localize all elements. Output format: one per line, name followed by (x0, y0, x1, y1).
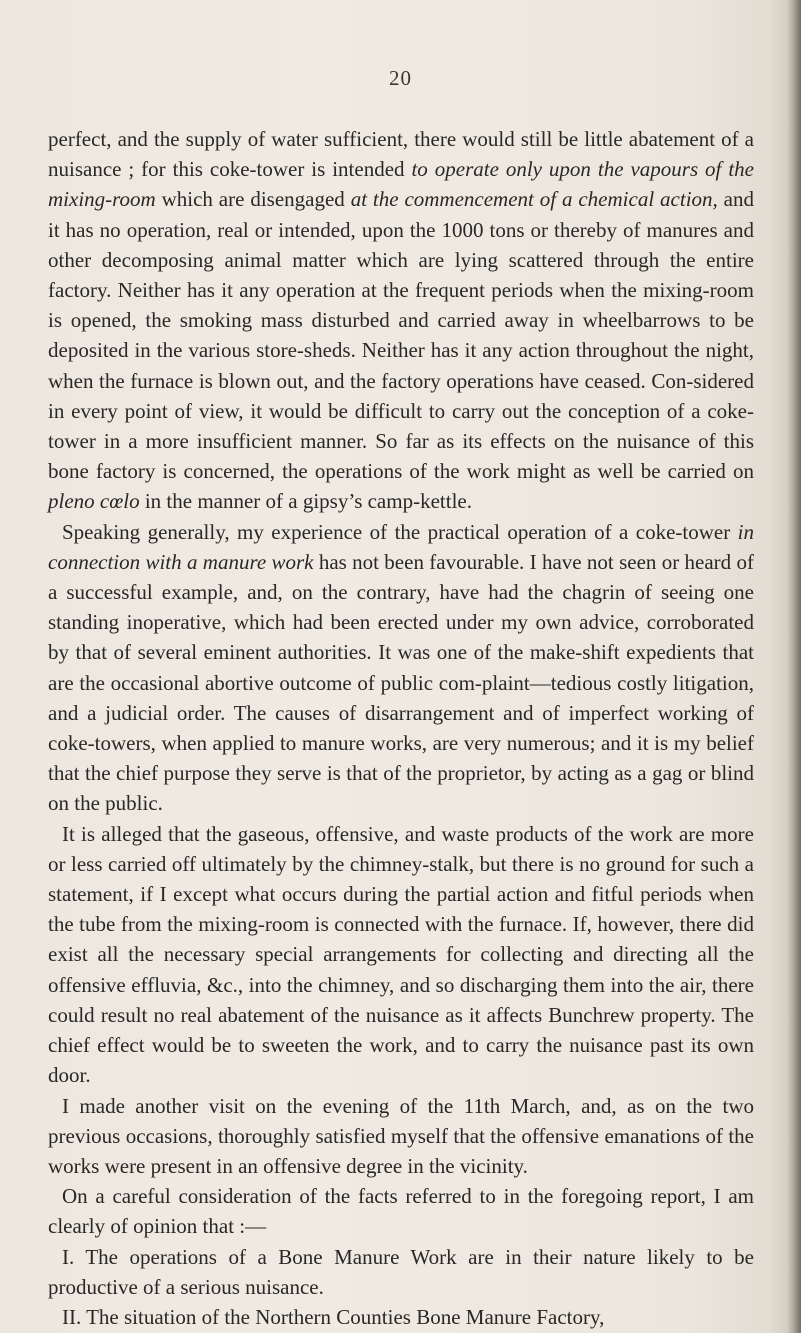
list-item (48, 1302, 754, 1332)
paragraph (48, 517, 754, 819)
paragraph (48, 124, 754, 517)
text-run: II. The situation of the Northern Counties Bone Manure Factory, (62, 1304, 605, 1329)
italic-text: at the commencement of a chemical action, (350, 187, 718, 212)
text-run: I. The operations of a Bone Manure Work are in their nature likely to be productive of a serious nuisance. (48, 1244, 754, 1299)
text-run: which are disengaged (155, 187, 351, 212)
text-run: in the manner of a gipsy’s camp-kettle. (139, 489, 472, 514)
text-run: It is alleged that the gaseous, offensive, and waste products of the work are more or less carried off ultimately by the chimney-stalk, but there is no ground for such a statement, if I except what occurs during the partial action and fitful periods when the tube from the mixing-room is connected with the furnace. If, however, there did exist all the necessary special arrangements for collecting and directing all the offensive effluvia, &c., into the chimney, and so discharging them into the air, there could result no real abatement of the nuisance as it affects Bunchrew property. The chief effect would be to sweeten the work, and to carry the nuisance past its own door. (48, 821, 754, 1088)
italic-text: to operate only upon the vapours of the mixing-room (48, 157, 754, 212)
italic-text: pleno cœlo (48, 489, 140, 514)
paragraph (48, 1091, 754, 1182)
paragraph (48, 819, 754, 1091)
paragraph (48, 1181, 754, 1241)
text-run: Speaking generally, my experience of the practical operation of a coke-tower (62, 519, 738, 544)
text-run: and it has no operation, real or intended, upon the 1000 tons or thereby of manures and other decomposing animal matter which are lying scattered through the entire factory. Neither has it any operation at the frequent periods when the mixing-room is opened, the smoking mass disturbed and carried away in wheelbarrows to be deposited in the various store-sheds. Neither has it any action throughout the night, when the furnace is blown out, and the factory operations have ceased. Con-sidered in every point of view, it would be difficult to carry out the conception of a coke-tower in a more insufficient manner. So far as its effects on the nuisance of this bone factory is concerned, the operations of the work might as well be carried on (48, 187, 755, 484)
text-run: I made another visit on the evening of the 11th March, and, as on the two previous occasions, thoroughly satisfied myself that the offensive emanations of the works were present in an offensive degree in the vicinity. (48, 1093, 754, 1178)
body-text (48, 124, 754, 1332)
italic-text: in connection with a manure work (48, 519, 754, 574)
text-run: perfect, and the supply of water sufficient, there would still be little abatement of a nuisance ; for this coke-tower is intended (48, 127, 754, 182)
text-run: has not been favourable. I have not seen or heard of a successful example, and, on the contrary, have had the chagrin of seeing one standing inoperative, which had been erected under my own advice, corroborated by that of several eminent authorities. It was one of the make-shift expedients that are the occasional abortive outcome of public com-plaint—tedious costly litigation, and a judicial order. The causes of disarrangement and of imperfect working of coke-towers, when applied to manure works, are very numerous; and it is my belief that the chief purpose they serve is that of the proprietor, by acting as a gag or blind on the public. (48, 549, 754, 816)
list-item (48, 1242, 754, 1302)
page-number: 20 (389, 66, 412, 90)
page-binding-edge (787, 0, 801, 1333)
text-run: On a careful consideration of the facts referred to in the foregoing report, I am clearly of opinion that :— (48, 1184, 754, 1239)
